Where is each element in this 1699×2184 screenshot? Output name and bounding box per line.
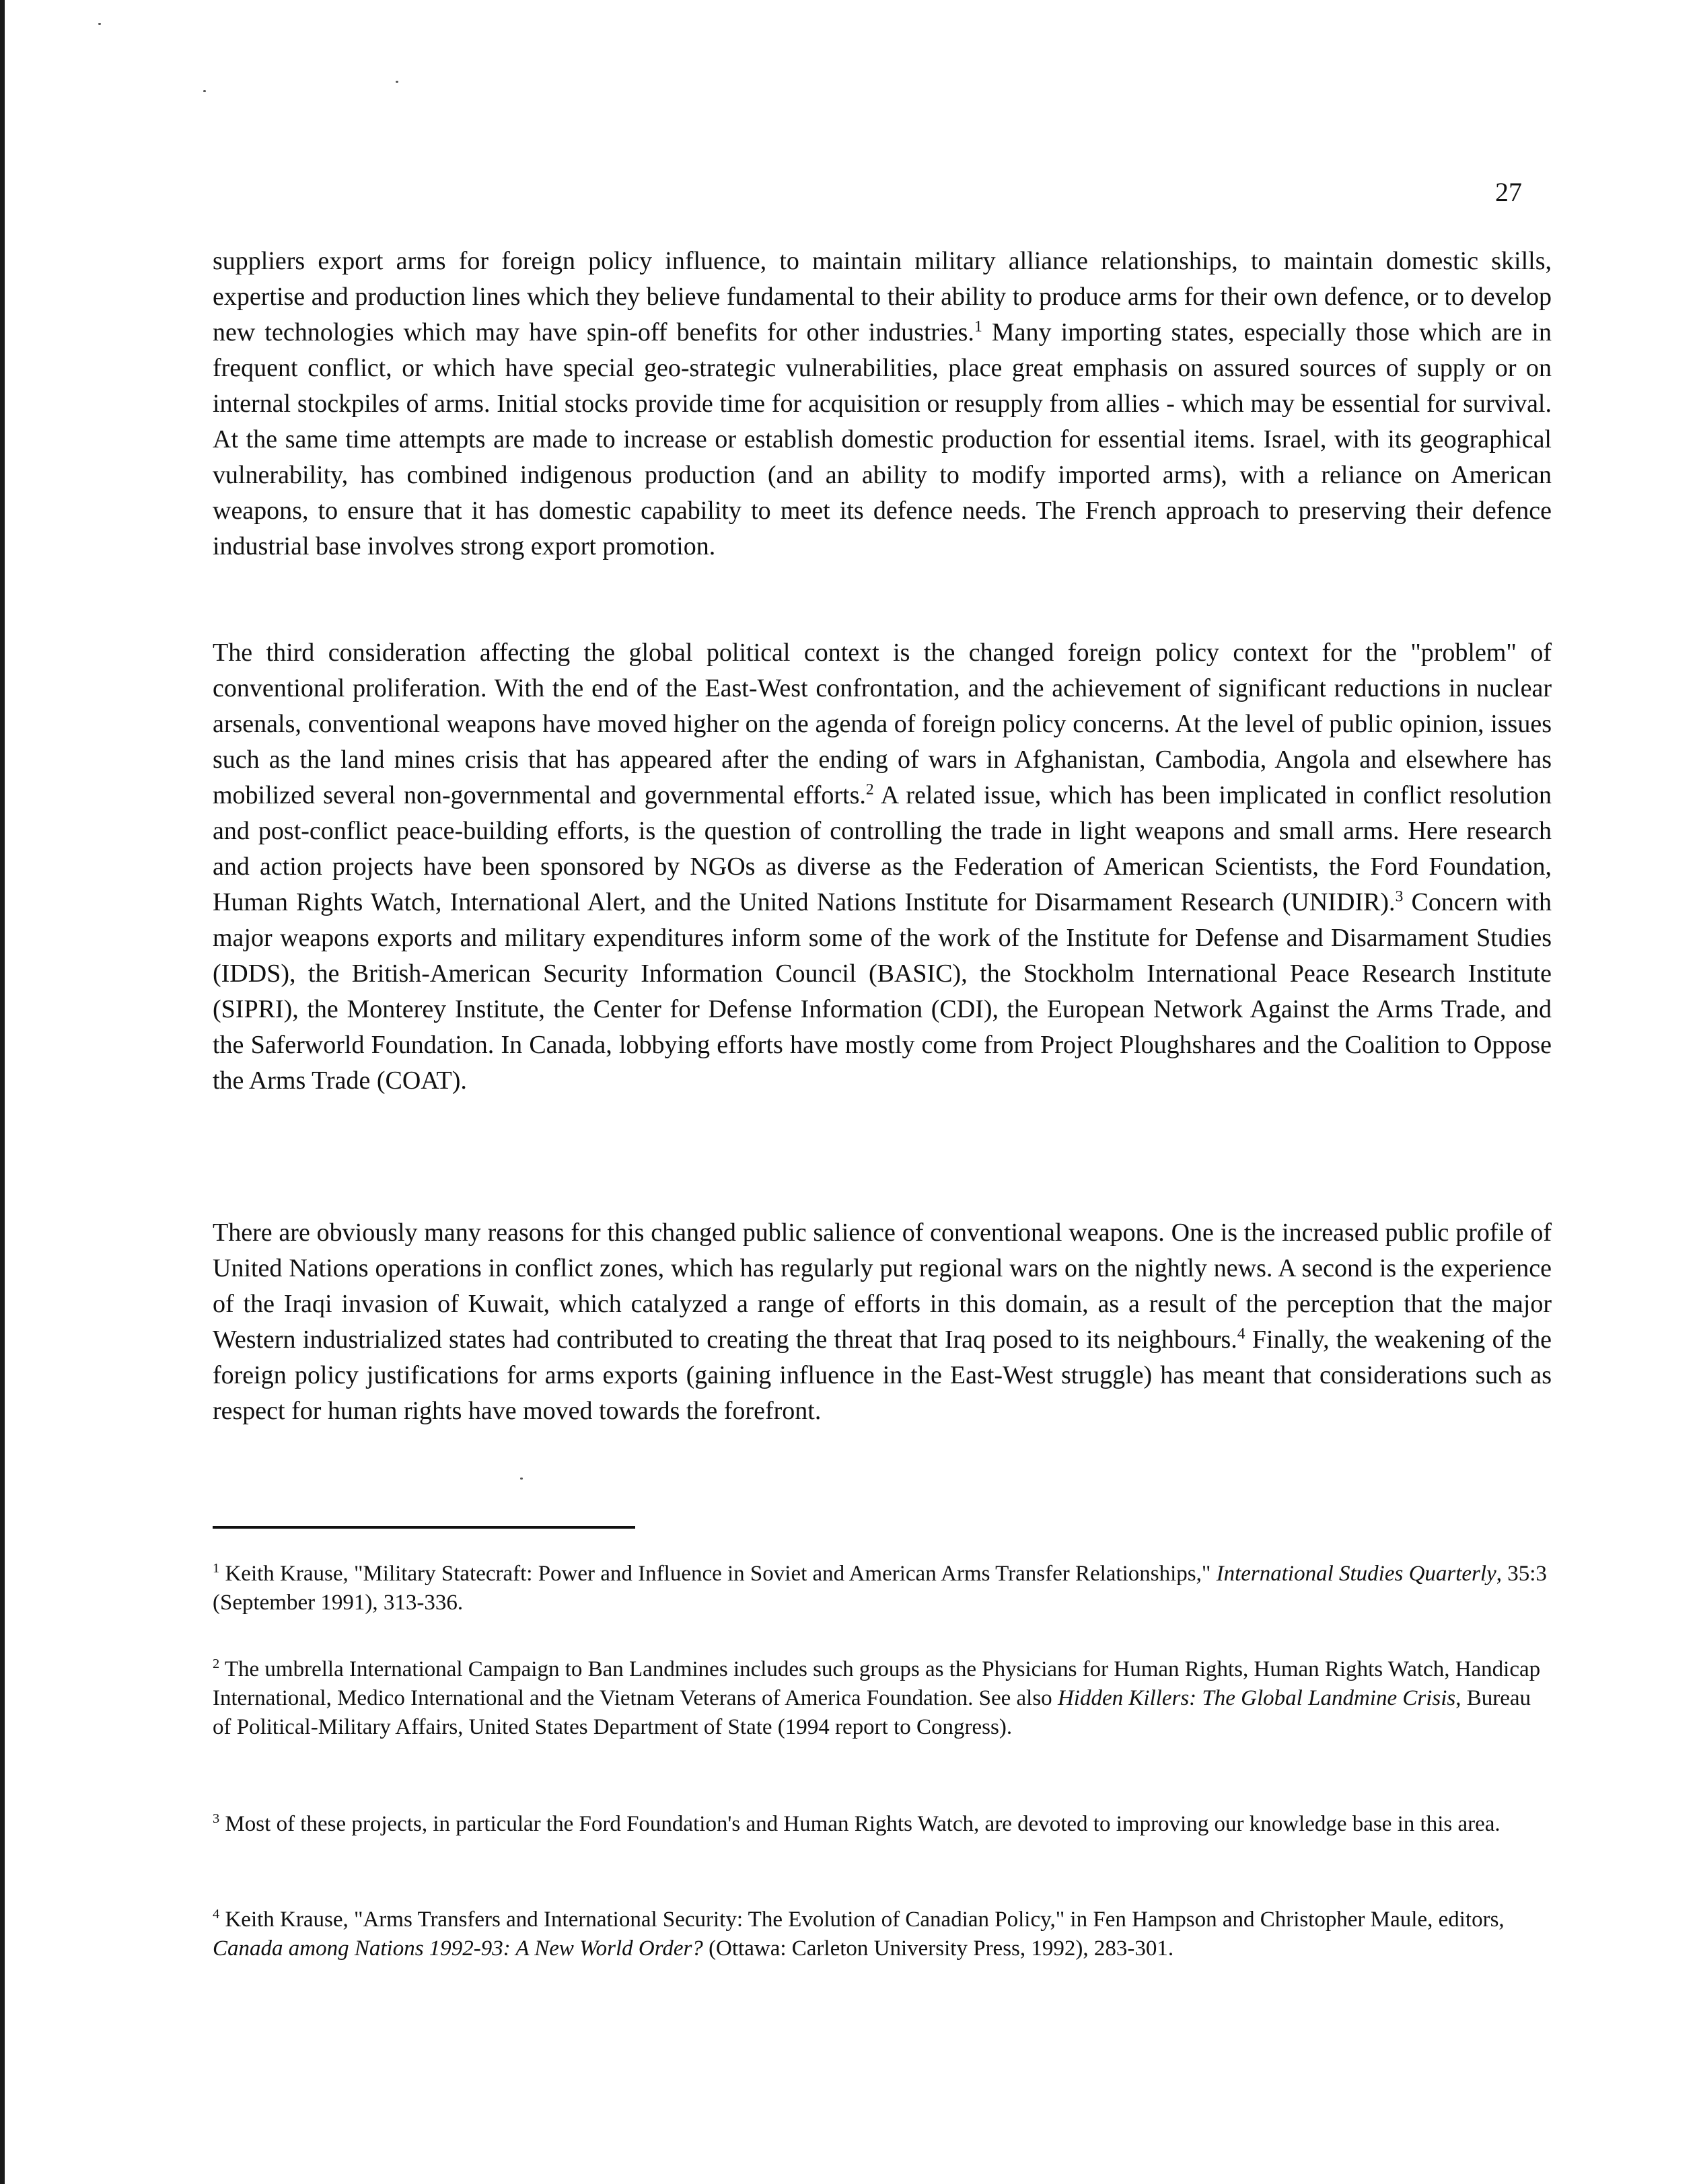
footnote [213,1810,1554,1839]
footnote [213,1655,1554,1742]
paragraph-text: There are obviously many reasons for this changed public salience of conventional weapons. One is the increased public profile of United Nations operations in conflict zones, which has regularly put regional wars on the nightly news. A second is the experience of the Iraqi invasion of Kuwait, which catalyzed a range of efforts in this domain, as a result of the perception that the major Western industrialized states had contributed to creating the threat that Iraq posed to its neighbours. [213,1218,1552,1354]
footnote-marker: 2 [213,1657,220,1671]
paragraph-text: Many importing states, especially those which are in frequent conflict, or which have special geo-strategic vulnerabilities, place great emphasis on assured sources of supply or on internal stockpiles of arms. Initial stocks provide time for acquisition or resupply from allies - which may be essential for survival. At the same time attempts are made to increase or establish domestic production for essential items. Israel, with its geographical vulnerability, has combined indigenous production (and an ability to modify imported arms), with a reliance on American weapons, to ensure that it has domestic capability to meet its defence needs. The French approach to preserving their defence industrial base involves strong export promotion. [213,318,1552,560]
footnote-text: (Ottawa: Carleton University Press, 1992), 283-301. [702,1936,1174,1961]
footnote-reference: 1 [974,318,982,336]
footnote-text: , Bureau of Political-Military Affairs, United States Department of State (1994 report to Congress). [213,1686,1531,1739]
paragraph-text: Finally, the weakening of the foreign policy justifications for arms exports (gaining influence in the East-West struggle) has meant that considerations such as respect for human rights have moved towards the forefront. [213,1325,1552,1425]
footnote-text: Most of these projects, in particular the Ford Foundation's and Human Rights Watch, are devoted to improving our knowledge base in this area. [219,1812,1501,1836]
paragraph-text: The third consideration affecting the global political context is the changed foreign policy context for the "problem" of conventional proliferation. With the end of the East-West confrontation, and the achievement of significant reductions in nuclear arsenals, conventional weapons have moved higher on the agenda of foreign policy concerns. At the level of public opinion, issues such as the land mines crisis that has appeared after the ending of wars in Afghanistan, Cambodia, Angola and elsewhere has mobilized several non-governmental and governmental efforts. [213,639,1552,809]
footnote-text: Keith Krause, "Arms Transfers and International Security: The Evolution of Canadian Policy," in Fen Hampson and Christopher Maule, editors, [219,1907,1505,1932]
scan-speck [396,81,398,83]
paragraph-text: A related issue, which has been implicated in conflict resolution and post-conflict peace-building efforts, is the question of controlling the trade in light weapons and small arms. Here research and action projects have been sponsored by NGOs as diverse as the Federation of American Scientists, the Ford Foundation, Human Rights Watch, International Alert, and the United Nations Institute for Disarmament Research (UNIDIR). [213,781,1552,916]
footnote [213,1905,1554,1963]
page-left-edge [0,0,5,2184]
footnote-reference: 2 [865,780,874,799]
footnote-marker: 3 [213,1811,220,1826]
footnote-separator [213,1526,635,1529]
footnote-marker: 4 [213,1907,220,1922]
body-paragraph [213,635,1552,1099]
footnote-title: International Studies Quarterly [1216,1562,1496,1586]
paragraph-text: Concern with major weapons exports and military expenditures inform some of the work of the Institute for Defense and Disarmament Studies (IDDS), the British-American Security Information Council (BASIC), the Stockholm International Peace Research Institute (SIPRI), the Monterey Institute, the Center for Defense Information (CDI), the European Network Against the Arms Trade, and the Saferworld Foundation. In Canada, lobbying efforts have mostly come from Project Ploughshares and the Coalition to Oppose the Arms Trade (COAT). [213,888,1552,1095]
footnote-title: Canada among Nations 1992-93: A New World Order? [213,1936,703,1961]
footnote-marker: 1 [213,1561,220,1576]
footnote-text: , 35:3 (September 1991), 313-336. [213,1562,1547,1615]
footnote-reference: 4 [1237,1325,1245,1343]
paragraph-text: suppliers export arms for foreign policy influence, to maintain military alliance relationships, to maintain domestic skills, expertise and production lines which they believe fundamental to their ability to produce arms for their own defence, or to develop new technologies which may have spin-off benefits for other industries. [213,247,1552,347]
footnote-reference: 3 [1395,887,1404,906]
footnote [213,1560,1554,1617]
body-paragraph [213,1215,1552,1429]
footnote-title: Hidden Killers: The Global Landmine Crisis [1057,1686,1456,1710]
scan-speck [520,1478,523,1480]
scan-speck [203,90,206,92]
scan-speck [98,23,101,25]
footnote-text: Keith Krause, "Military Statecraft: Power and Influence in Soviet and American Arms Transfer Relationships," [219,1562,1217,1586]
footnote-text: The umbrella International Campaign to Ban Landmines includes such groups as the Physicians for Human Rights, Human Rights Watch, Handicap International, Medico International and the Vietnam Veterans of America Foundation. See also [213,1657,1541,1710]
body-paragraph [213,244,1552,565]
page-number: 27 [1495,177,1522,207]
